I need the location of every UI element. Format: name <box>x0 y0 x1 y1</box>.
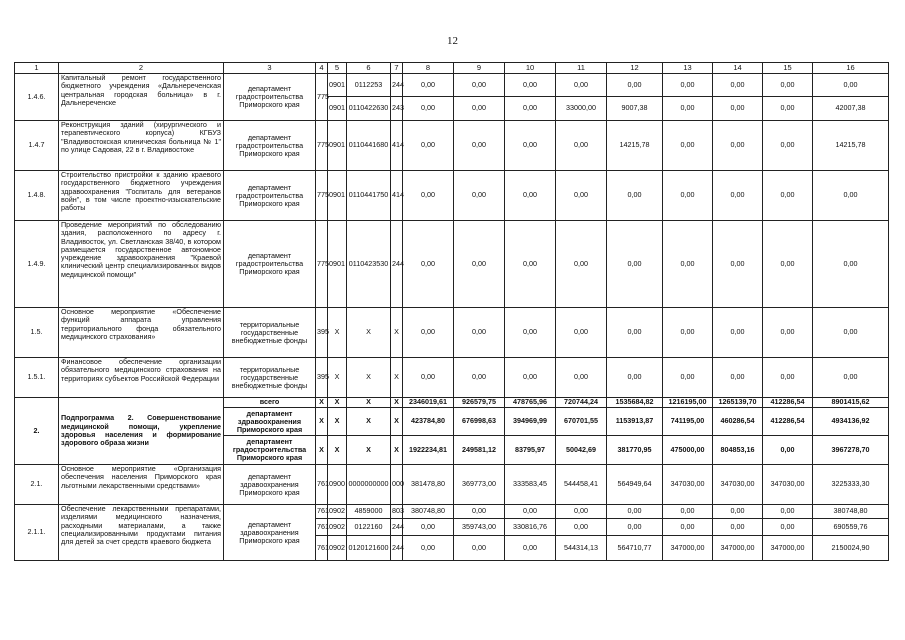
row-executor: территориальные государственные внебюджетные фонды <box>224 308 316 358</box>
row-value: 564710,77 <box>607 536 663 561</box>
row-value: 0,00 <box>663 221 713 308</box>
col-header: 9 <box>454 63 505 74</box>
col-header: 3 <box>224 63 316 74</box>
row-value: 0,00 <box>763 505 813 519</box>
row-grbs: 775 <box>316 74 328 121</box>
row-value: 926579,75 <box>454 398 505 408</box>
row-value: 670701,55 <box>556 408 607 436</box>
row-grbs: 775 <box>316 221 328 308</box>
row-grbs: 775 <box>316 171 328 221</box>
row-value: 0,00 <box>505 171 556 221</box>
row-rz: X <box>328 398 347 408</box>
row-rz: 0901 <box>328 121 347 171</box>
table-row <box>15 121 889 171</box>
col-header: 12 <box>607 63 663 74</box>
row-value: 0,00 <box>663 505 713 519</box>
row-value: 347000,00 <box>763 536 813 561</box>
row-name: Финансовое обеспечение организации обязательного медицинского страхования на территориях субъектов Российской Федерации <box>59 358 224 398</box>
row-value: 0,00 <box>713 97 763 121</box>
row-value: 0,00 <box>663 97 713 121</box>
row-value: 412286,54 <box>763 398 813 408</box>
row-value: 330816,76 <box>505 519 556 536</box>
row-value: 0,00 <box>663 519 713 536</box>
row-value: 14215,78 <box>813 121 889 171</box>
col-header: 6 <box>347 63 391 74</box>
row-value: 0,00 <box>454 505 505 519</box>
row-value: 1216195,00 <box>663 398 713 408</box>
row-value: 83795,97 <box>505 436 556 465</box>
row-executor: департамент здравоохранения Приморского края <box>224 505 316 561</box>
row-code: 1.5.1. <box>15 358 59 398</box>
row-value: 0,00 <box>556 221 607 308</box>
row-csr: X <box>347 358 391 398</box>
row-grbs: X <box>316 408 328 436</box>
row-grbs: X <box>316 398 328 408</box>
row-rz: 0902 <box>328 536 347 561</box>
row-value: 0,00 <box>713 221 763 308</box>
row-rz: 0901 <box>328 171 347 221</box>
row-name: Капитальный ремонт государственного бюджетного учреждения «Дальнереченская центральная городская больница» в г. Дальнереченске <box>59 74 224 121</box>
row-value: 0,00 <box>454 121 505 171</box>
row-name: Строительство пристройки к зданию краевого государственного бюджетного учреждения здравоохранения "Госпиталь для ветеранов войн", в том числе проектно-изыскательские работы <box>59 171 224 221</box>
row-grbs: 761 <box>316 465 328 505</box>
row-value: 0,00 <box>454 74 505 97</box>
col-header: 15 <box>763 63 813 74</box>
row-value: 0,00 <box>813 308 889 358</box>
row-value: 333583,45 <box>505 465 556 505</box>
row-csr: 0000000000 <box>347 465 391 505</box>
row-value: 0,00 <box>556 308 607 358</box>
row-value: 0,00 <box>505 121 556 171</box>
row-value: 347000,00 <box>663 536 713 561</box>
budget-table <box>14 62 889 561</box>
row-value: 0,00 <box>556 519 607 536</box>
col-header: 4 <box>316 63 328 74</box>
col-header: 13 <box>663 63 713 74</box>
row-value: 0,00 <box>813 358 889 398</box>
row-value: 8901415,62 <box>813 398 889 408</box>
row-value: 0,00 <box>505 358 556 398</box>
row-value: 0,00 <box>663 171 713 221</box>
row-value: 0,00 <box>505 221 556 308</box>
row-value: 0,00 <box>454 221 505 308</box>
row-value: 369773,00 <box>454 465 505 505</box>
row-code: 1.4.8. <box>15 171 59 221</box>
col-header: 7 <box>391 63 403 74</box>
row-value: 0,00 <box>556 505 607 519</box>
col-header: 16 <box>813 63 889 74</box>
row-code: 1.4.7 <box>15 121 59 171</box>
row-csr: X <box>347 398 391 408</box>
row-value: 0,00 <box>607 505 663 519</box>
row-grbs: 761 <box>316 505 328 519</box>
row-value: 0,00 <box>763 171 813 221</box>
row-value: 690559,76 <box>813 519 889 536</box>
row-value: 0,00 <box>763 358 813 398</box>
row-rz: X <box>328 308 347 358</box>
row-value: 1265139,70 <box>713 398 763 408</box>
row-value: 9007,38 <box>607 97 663 121</box>
row-value: 0,00 <box>454 171 505 221</box>
row-value: 0,00 <box>813 74 889 97</box>
row-name: Реконструкция зданий (хирургического и терапевтического корпуса) КГБУЗ "Владивостокская клиническая больница № 1" по улице Садовая, 22 в г. Владивостоке <box>59 121 224 171</box>
row-grbs: 775 <box>316 121 328 171</box>
row-executor: департамент здравоохранения Приморского края <box>224 408 316 436</box>
row-value: 0,00 <box>713 519 763 536</box>
row-value: 2346019,61 <box>403 398 454 408</box>
row-value: 380748,80 <box>813 505 889 519</box>
row-value: 0,00 <box>505 505 556 519</box>
col-header: 8 <box>403 63 454 74</box>
row-rz: 0901 <box>328 74 347 97</box>
row-csr: 4859000 <box>347 505 391 519</box>
row-name: Проведение мероприятий по обследованию здания, расположенного по адресу г. Владивосток, ул. Светланская 38/40, в котором размещается государственное автономное учреждение здравоохранения "Краевой клинический центр специализированных видов медицинской помощи" <box>59 221 224 308</box>
row-value: 804853,16 <box>713 436 763 465</box>
row-csr: 0110441680 <box>347 121 391 171</box>
row-rz: 0901 <box>328 97 347 121</box>
row-vr: X <box>391 358 403 398</box>
row-value: 0,00 <box>505 74 556 97</box>
row-value: 249581,12 <box>454 436 505 465</box>
row-value: 0,00 <box>403 171 454 221</box>
row-executor: департамент здравоохранения Приморского края <box>224 465 316 505</box>
row-value: 0,00 <box>454 97 505 121</box>
row-value: 0,00 <box>713 74 763 97</box>
row-value: 0,00 <box>763 121 813 171</box>
row-value: 1153913,87 <box>607 408 663 436</box>
row-value: 2150024,90 <box>813 536 889 561</box>
row-value: 0,00 <box>454 358 505 398</box>
row-rz: X <box>328 436 347 465</box>
row-grbs: 761 <box>316 519 328 536</box>
row-value: 0,00 <box>403 519 454 536</box>
row-value: 0,00 <box>713 171 763 221</box>
row-executor: департамент градостроительства Приморского края <box>224 436 316 465</box>
row-value: 0,00 <box>663 74 713 97</box>
row-value: 347000,00 <box>713 536 763 561</box>
col-header: 11 <box>556 63 607 74</box>
row-executor: департамент градостроительства Приморского края <box>224 221 316 308</box>
row-vr: 000 <box>391 465 403 505</box>
row-rz: 0901 <box>328 221 347 308</box>
row-csr: X <box>347 436 391 465</box>
row-csr: 0110423530 <box>347 221 391 308</box>
row-value: 347030,00 <box>663 465 713 505</box>
row-executor: департамент градостроительства Приморского края <box>224 121 316 171</box>
row-grbs: X <box>316 436 328 465</box>
row-value: 1535684,82 <box>607 398 663 408</box>
row-code: 2. <box>15 398 59 465</box>
row-grbs: 761 <box>316 536 328 561</box>
row-csr: 0112253 <box>347 74 391 97</box>
row-value: 50042,69 <box>556 436 607 465</box>
row-value: 0,00 <box>505 308 556 358</box>
row-code: 1.5. <box>15 308 59 358</box>
row-value: 0,00 <box>505 97 556 121</box>
row-code: 2.1.1. <box>15 505 59 561</box>
row-vr: 243 <box>391 97 403 121</box>
row-name: Основное мероприятие «Обеспечение функций аппарата управления территориального фонда обязательного медицинского страхования» <box>59 308 224 358</box>
table-row <box>15 308 889 358</box>
row-value: 0,00 <box>713 121 763 171</box>
row-vr: 414 <box>391 121 403 171</box>
row-csr: X <box>347 308 391 358</box>
row-csr: 0110422630 <box>347 97 391 121</box>
row-value: 0,00 <box>403 97 454 121</box>
row-csr: 0110441750 <box>347 171 391 221</box>
row-value: 423784,80 <box>403 408 454 436</box>
row-value: 0,00 <box>556 171 607 221</box>
row-value: 544458,41 <box>556 465 607 505</box>
row-value: 0,00 <box>607 308 663 358</box>
row-value: 1922234,81 <box>403 436 454 465</box>
row-executor: всего <box>224 398 316 408</box>
table-row <box>15 505 889 519</box>
row-value: 0,00 <box>713 358 763 398</box>
row-value: 0,00 <box>663 308 713 358</box>
row-value: 0,00 <box>763 519 813 536</box>
row-name: Подпрограмма 2. Совершенствование медицинской помощи, укрепление здоровья населения и формирование здорового образа жизни <box>59 398 224 465</box>
row-value: 0,00 <box>813 171 889 221</box>
row-value: 4934136,92 <box>813 408 889 436</box>
row-csr: 0122160 <box>347 519 391 536</box>
row-value: 0,00 <box>454 308 505 358</box>
col-header: 2 <box>59 63 224 74</box>
row-value: 676998,63 <box>454 408 505 436</box>
row-value: 0,00 <box>763 97 813 121</box>
page-number: 12 <box>447 35 458 47</box>
row-value: 347030,00 <box>713 465 763 505</box>
row-value: 564949,64 <box>607 465 663 505</box>
row-name: Обеспечение лекарственными препаратами, изделиями медицинского назначения, расходными материалами, а также специализированными продуктами питания для детей за счет средств краевого бюджета <box>59 505 224 561</box>
row-value: 0,00 <box>403 536 454 561</box>
row-value: 0,00 <box>505 536 556 561</box>
row-rz: 0902 <box>328 505 347 519</box>
row-grbs: 395 <box>316 308 328 358</box>
row-value: 381478,80 <box>403 465 454 505</box>
table-row <box>15 465 889 505</box>
row-value: 347030,00 <box>763 465 813 505</box>
row-value: 359743,00 <box>454 519 505 536</box>
row-value: 42007,38 <box>813 97 889 121</box>
row-value: 544314,13 <box>556 536 607 561</box>
row-value: 720744,24 <box>556 398 607 408</box>
row-value: 0,00 <box>663 121 713 171</box>
table-row <box>15 171 889 221</box>
row-value: 0,00 <box>556 74 607 97</box>
row-value: 460286,54 <box>713 408 763 436</box>
row-value: 0,00 <box>763 436 813 465</box>
row-vr: X <box>391 398 403 408</box>
row-value: 0,00 <box>556 121 607 171</box>
row-value: 0,00 <box>403 121 454 171</box>
row-vr: 244 <box>391 519 403 536</box>
row-vr: X <box>391 408 403 436</box>
row-vr: 244 <box>391 221 403 308</box>
row-vr: 244 <box>391 536 403 561</box>
table-row <box>15 74 889 97</box>
row-rz: X <box>328 358 347 398</box>
col-header: 5 <box>328 63 347 74</box>
row-csr: X <box>347 408 391 436</box>
col-header: 1 <box>15 63 59 74</box>
col-header: 14 <box>713 63 763 74</box>
row-value: 0,00 <box>607 519 663 536</box>
row-value: 412286,54 <box>763 408 813 436</box>
row-value: 0,00 <box>763 308 813 358</box>
row-grbs: 395 <box>316 358 328 398</box>
row-vr: 803 <box>391 505 403 519</box>
row-value: 0,00 <box>607 358 663 398</box>
row-value: 394969,99 <box>505 408 556 436</box>
col-header: 10 <box>505 63 556 74</box>
row-value: 0,00 <box>607 74 663 97</box>
row-value: 741195,00 <box>663 408 713 436</box>
row-value: 0,00 <box>556 358 607 398</box>
row-executor: департамент градостроительства Приморского края <box>224 74 316 121</box>
row-code: 1.4.9. <box>15 221 59 308</box>
row-value: 14215,78 <box>607 121 663 171</box>
row-value: 0,00 <box>403 358 454 398</box>
row-vr: 414 <box>391 171 403 221</box>
row-value: 3225333,30 <box>813 465 889 505</box>
row-vr: X <box>391 308 403 358</box>
row-code: 2.1. <box>15 465 59 505</box>
row-value: 0,00 <box>454 536 505 561</box>
row-value: 0,00 <box>403 221 454 308</box>
row-value: 0,00 <box>763 221 813 308</box>
row-rz: X <box>328 408 347 436</box>
row-value: 3967278,70 <box>813 436 889 465</box>
row-value: 381770,95 <box>607 436 663 465</box>
row-value: 0,00 <box>403 308 454 358</box>
row-value: 380748,80 <box>403 505 454 519</box>
row-value: 0,00 <box>403 74 454 97</box>
row-name: Основное мероприятие «Организация обеспечения населения Приморского края льготными лекарственными средствами» <box>59 465 224 505</box>
row-vr: 244 <box>391 74 403 97</box>
table-row <box>15 398 889 408</box>
row-csr: 0120121600 <box>347 536 391 561</box>
header-row <box>15 63 889 74</box>
row-value: 0,00 <box>713 308 763 358</box>
table-row <box>15 221 889 308</box>
row-value: 0,00 <box>607 221 663 308</box>
row-value: 475000,00 <box>663 436 713 465</box>
row-value: 0,00 <box>813 221 889 308</box>
row-executor: территориальные государственные внебюджетные фонды <box>224 358 316 398</box>
row-value: 0,00 <box>663 358 713 398</box>
row-vr: X <box>391 436 403 465</box>
row-rz: 0902 <box>328 519 347 536</box>
row-value: 0,00 <box>763 74 813 97</box>
row-value: 0,00 <box>713 505 763 519</box>
row-value: 0,00 <box>607 171 663 221</box>
row-value: 478765,96 <box>505 398 556 408</box>
row-rz: 0900 <box>328 465 347 505</box>
row-executor: департамент градостроительства Приморского края <box>224 171 316 221</box>
table-row <box>15 358 889 398</box>
row-code: 1.4.6. <box>15 74 59 121</box>
row-value: 33000,00 <box>556 97 607 121</box>
